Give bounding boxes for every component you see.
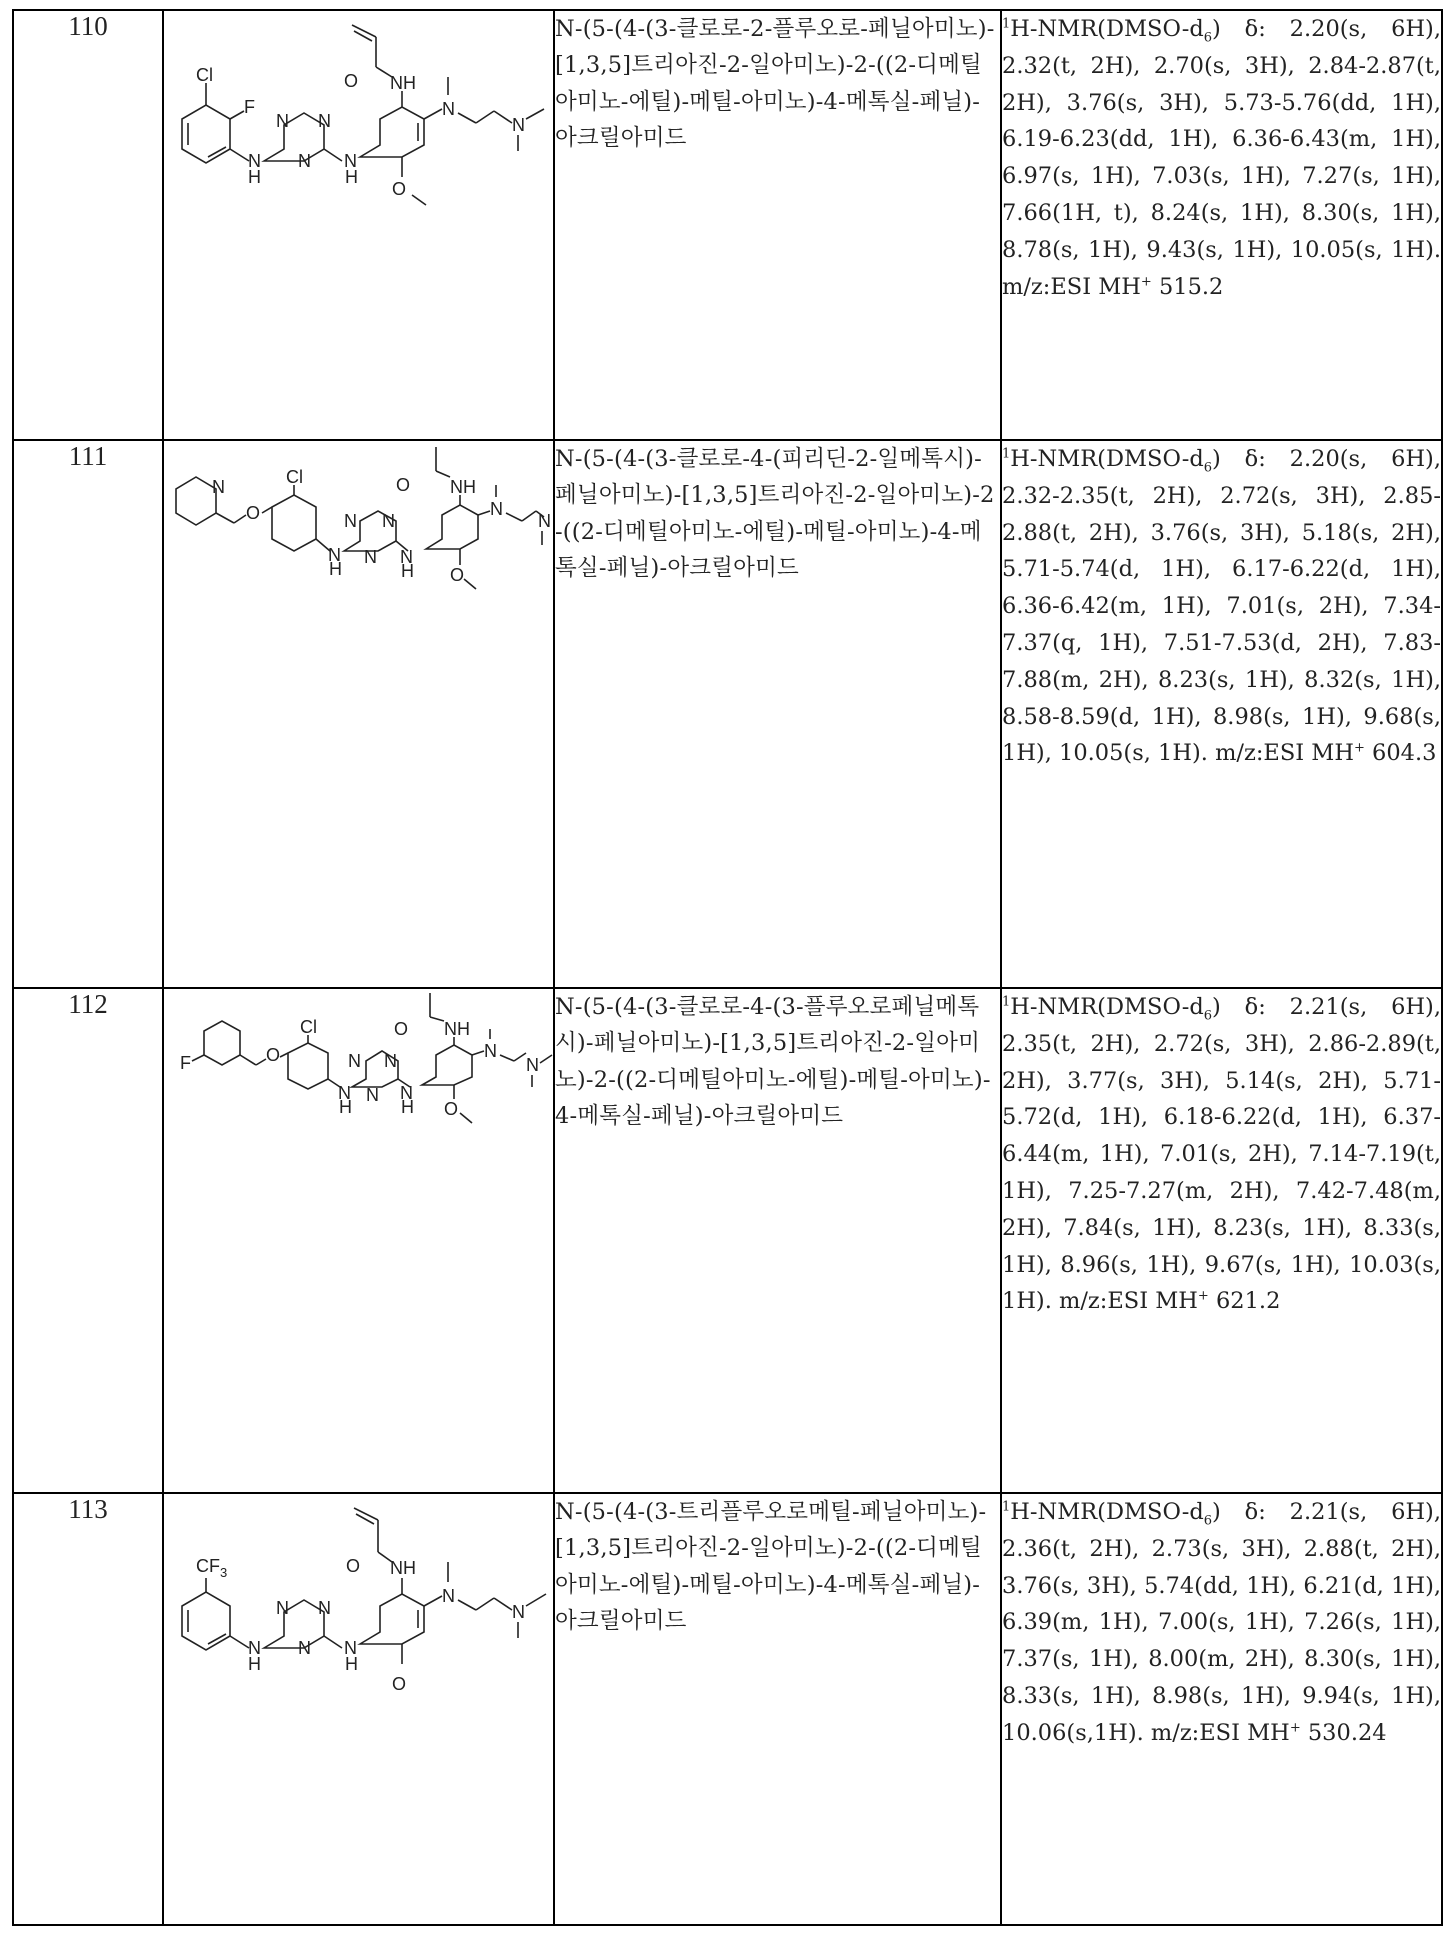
compound-table — [12, 9, 1443, 1926]
svg-text:N: N — [248, 151, 261, 171]
svg-text:NH: NH — [450, 477, 476, 497]
compound-name: N-(5-(4-(3-클로로-4-(3-플루오로페닐메톡시)-페닐아미노)-[1,3,5]트리아진-2-일아미노)-2-((2-디메틸아미노-에틸)-메틸-아미노)-4-메톡실-페닐)-아크릴아미드 — [554, 988, 1001, 1493]
svg-text:NH: NH — [390, 1558, 416, 1578]
compound-name: N-(5-(4-(3-클로로-4-(피리딘-2-일메톡시)-페닐아미노)-[1,3,5]트리아진-2-일아미노)-2-((2-디메틸아미노-에틸)-메틸-아미노)-4-메톡실-페닐)-아크릴아미드 — [554, 440, 1001, 988]
svg-text:O: O — [444, 1099, 459, 1119]
compound-name: N-(5-(4-(3-클로로-2-플루오로-페닐아미노)-[1,3,5]트리아진-2-일아미노)-2-((2-디메틸아미노-에틸)-메틸-아미노)-4-메톡실-페닐)-아크릴아미드 — [554, 10, 1001, 440]
svg-text:N: N — [382, 511, 395, 531]
svg-text:N: N — [298, 151, 311, 171]
nmr-data: $^1H-NMR(DMSO-d_6)$ δ: 2.20(s, 6H), 2.32(t, 2H), 2.70(s, 3H), 2.84-2.87(t, 2H), 3.76(s, 3H), 5.73-5.76(dd, 1H), 6.19-6.23(dd, 1H), 6.36-6.43(m, 1H), 6.97(s, 1H), 7.03(s, 1H), 7.27(s, 1H), 7.66(1H, t), 8.24(s, 1H), 8.30(s, 1H), 8.78(s, 1H), 9.43(s, 1H), 10.05(s, 1H). m/z:ESI MH+ 515.2 — [1001, 10, 1442, 440]
svg-text:NH: NH — [444, 1019, 470, 1039]
compound-number: 113 — [13, 1493, 163, 1925]
svg-text:Cl: Cl — [300, 1017, 317, 1037]
nmr-data: $^1H-NMR(DMSO-d_6)$ δ: 2.21(s, 6H), 2.36(t, 2H), 2.73(s, 3H), 2.88(t, 2H), 3.76(s, 3H), 5.74(dd, 1H), 6.21(d, 1H), 6.39(m, 1H), 7.00(s, 1H), 7.26(s, 1H), 7.37(s, 1H), 8.00(m, 2H), 8.30(s, 1H), 8.33(s, 1H), 8.98(s, 1H), 9.94(s, 1H), 10.06(s,1H). m/z:ESI MH+ 530.24 — [1001, 1493, 1442, 1925]
svg-text:N: N — [348, 1051, 361, 1071]
svg-text:CF3: $CF_3$ — [196, 1556, 228, 1580]
svg-text:N: N — [484, 1041, 497, 1061]
svg-text:NH: NH — [390, 73, 416, 93]
compound-number: 111 — [13, 440, 163, 988]
svg-text:N: N — [400, 547, 413, 567]
svg-text:N: N — [538, 511, 551, 531]
svg-text:H: H — [345, 167, 358, 187]
compound-name: N-(5-(4-(3-트리플루오로메틸-페닐아미노)-[1,3,5]트리아진-2-일아미노)-2-((2-디메틸아미노-에틸)-메틸-아미노)-4-메톡실-페닐)-아크릴아미드 — [554, 1493, 1001, 1925]
structure-cell — [163, 1493, 554, 1925]
structure-cell — [163, 440, 554, 988]
chemical-structure-image — [164, 1494, 555, 1694]
svg-text:H: H — [345, 1654, 358, 1674]
svg-text:N: N — [212, 477, 225, 497]
svg-text:N: N — [344, 1638, 357, 1658]
table-row — [13, 1493, 1442, 1925]
svg-text:H: H — [339, 1097, 352, 1117]
svg-text:O: O — [344, 71, 359, 91]
svg-text:O: O — [396, 475, 411, 495]
svg-text:O: O — [394, 1019, 409, 1039]
svg-text:O: O — [346, 1556, 361, 1576]
svg-text:O: O — [450, 565, 465, 585]
structure-cell — [163, 10, 554, 440]
svg-text:F: F — [244, 97, 255, 117]
svg-text:H: H — [401, 1097, 414, 1117]
svg-text:H: H — [329, 559, 342, 579]
compound-number: 110 — [13, 10, 163, 440]
svg-text:N: N — [400, 1083, 413, 1103]
svg-text:N: N — [364, 547, 377, 567]
svg-text:N: N — [328, 545, 341, 565]
chemical-structure-image — [164, 441, 555, 601]
svg-text:O: O — [392, 1674, 407, 1694]
svg-text:N: N — [512, 1602, 525, 1622]
compound-number: 112 — [13, 988, 163, 1493]
svg-text:N: N — [276, 1598, 289, 1618]
svg-text:N: N — [344, 151, 357, 171]
structure-cell — [163, 988, 554, 1493]
svg-text:Cl: Cl — [196, 65, 213, 85]
svg-text:N: N — [318, 111, 331, 131]
svg-text:N: N — [344, 511, 357, 531]
table-row — [13, 988, 1442, 1493]
svg-text:H: H — [248, 1654, 261, 1674]
svg-text:N: N — [298, 1638, 311, 1658]
svg-text:F: F — [180, 1053, 191, 1073]
table-row — [13, 440, 1442, 988]
svg-text:O: O — [246, 503, 261, 523]
svg-text:N: N — [318, 1598, 331, 1618]
svg-text:N: N — [366, 1085, 379, 1105]
nmr-data: $^1H-NMR(DMSO-d_6)$ δ: 2.21(s, 6H), 2.35(t, 2H), 2.72(s, 3H), 2.86-2.89(t, 2H), 3.77(s, 3H), 5.14(s, 2H), 5.71-5.72(d, 1H), 6.18-6.22(d, 1H), 6.37-6.44(m, 1H), 7.01(s, 2H), 7.14-7.19(t, 1H), 7.25-7.27(m, 2H), 7.42-7.48(m, 2H), 7.84(s, 1H), 8.23(s, 1H), 8.33(s, 1H), 8.96(s, 1H), 9.67(s, 1H), 10.03(s, 1H). m/z:ESI MH+ 621.2 — [1001, 988, 1442, 1493]
svg-text:Cl: Cl — [286, 467, 303, 487]
svg-text:N: N — [338, 1083, 351, 1103]
svg-text:N: N — [248, 1638, 261, 1658]
chemical-structure-image — [164, 989, 555, 1149]
svg-text:N: N — [442, 99, 455, 119]
svg-text:O: O — [392, 179, 407, 199]
svg-text:H: H — [401, 561, 414, 581]
table-row — [13, 10, 1442, 440]
svg-text:N: N — [512, 115, 525, 135]
chemical-structure-image — [164, 11, 555, 211]
nmr-data: $^1H-NMR(DMSO-d_6)$ δ: 2.20(s, 6H), 2.32-2.35(t, 2H), 2.72(s, 3H), 2.85-2.88(t, 2H), 3.76(s, 3H), 5.18(s, 2H), 5.71-5.74(d, 1H), 6.17-6.22(d, 1H), 6.36-6.42(m, 1H), 7.01(s, 2H), 7.34-7.37(q, 1H), 7.51-7.53(d, 2H), 7.83-7.88(m, 2H), 8.23(s, 1H), 8.32(s, 1H), 8.58-8.59(d, 1H), 8.98(s, 1H), 9.68(s, 1H), 10.05(s, 1H). m/z:ESI MH+ 604.3 — [1001, 440, 1442, 988]
svg-text:N: N — [490, 499, 503, 519]
svg-text:O: O — [266, 1045, 281, 1065]
svg-text:N: N — [442, 1586, 455, 1606]
svg-text:H: H — [248, 167, 261, 187]
svg-text:N: N — [276, 111, 289, 131]
svg-text:N: N — [384, 1051, 397, 1071]
svg-text:N: N — [526, 1055, 539, 1075]
